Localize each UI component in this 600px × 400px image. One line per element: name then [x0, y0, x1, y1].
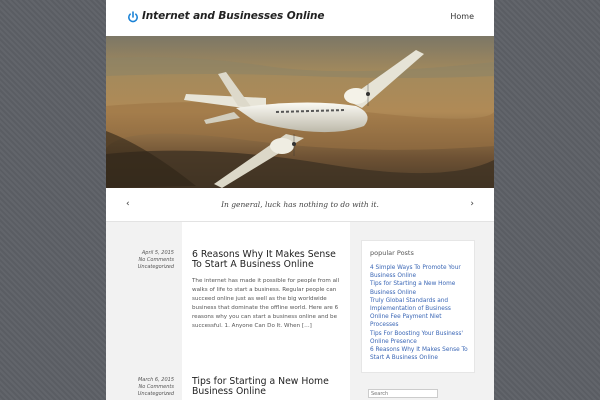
post-title-line: To Start A Business Online [192, 259, 314, 270]
post-title-link[interactable] [192, 250, 350, 270]
slider-quote: In general, luck has nothing to do with it. [221, 200, 379, 209]
popular-post-link[interactable]: 4 Simple Ways To Promote Your Business Online [370, 265, 461, 280]
post-title-line: Tips for Starting a New Home [192, 376, 329, 387]
power-icon [127, 11, 139, 23]
main-content [182, 222, 350, 400]
post-meta-column [106, 222, 182, 400]
hero-image [106, 36, 494, 188]
post-comments-link[interactable]: No Comments [138, 257, 174, 263]
slider-caption-bar [106, 188, 494, 222]
post-meta [138, 250, 174, 271]
post-meta [138, 377, 174, 398]
post-title-line: 6 Reasons Why It Makes Sense [192, 249, 336, 260]
widget-title: popular Posts [370, 249, 414, 257]
page-container [106, 0, 494, 400]
popular-post-link[interactable]: 6 Reasons Why It Makes Sense To Start A Business Online [370, 347, 468, 362]
post-date[interactable]: March 6, 2015 [137, 377, 174, 383]
slider-next-arrow-icon[interactable]: › [470, 199, 474, 209]
popular-posts-widget [361, 240, 475, 373]
slider-prev-arrow-icon[interactable]: ‹ [126, 199, 130, 209]
post-title-link[interactable] [192, 377, 350, 397]
post-excerpt: The internet has made it possible for people from all walks of life to start a business. Regular people can succeed online just as well as the big worldwide business that dominate the offline world. Here are 6 reasons why you can start a business online and be successful. 1. Anyone Can Do It. When […] [192, 278, 340, 329]
nav-home-link[interactable]: Home [450, 12, 474, 21]
post-date[interactable]: April 5, 2015 [141, 250, 174, 256]
site-header [106, 0, 494, 36]
post-category-link[interactable]: Uncategorized [137, 391, 174, 397]
search-input[interactable] [368, 389, 438, 398]
site-title[interactable]: Internet and Businesses Online [142, 10, 325, 22]
popular-post-link[interactable]: Tips For Boosting Your Business' Online Presence [370, 330, 463, 345]
post-title-line: Business Online [192, 386, 266, 397]
post-comments-link[interactable]: No Comments [138, 384, 174, 390]
popular-posts-list [370, 264, 470, 362]
popular-post-link[interactable]: Tips for Starting a New Home Business Online [370, 281, 456, 296]
airplane-photo [106, 36, 494, 188]
popular-post-link[interactable]: Truly Global Standards and Implementation of Business Online Fee Payment Niet Processes [370, 297, 451, 329]
post-category-link[interactable]: Uncategorized [137, 264, 174, 270]
